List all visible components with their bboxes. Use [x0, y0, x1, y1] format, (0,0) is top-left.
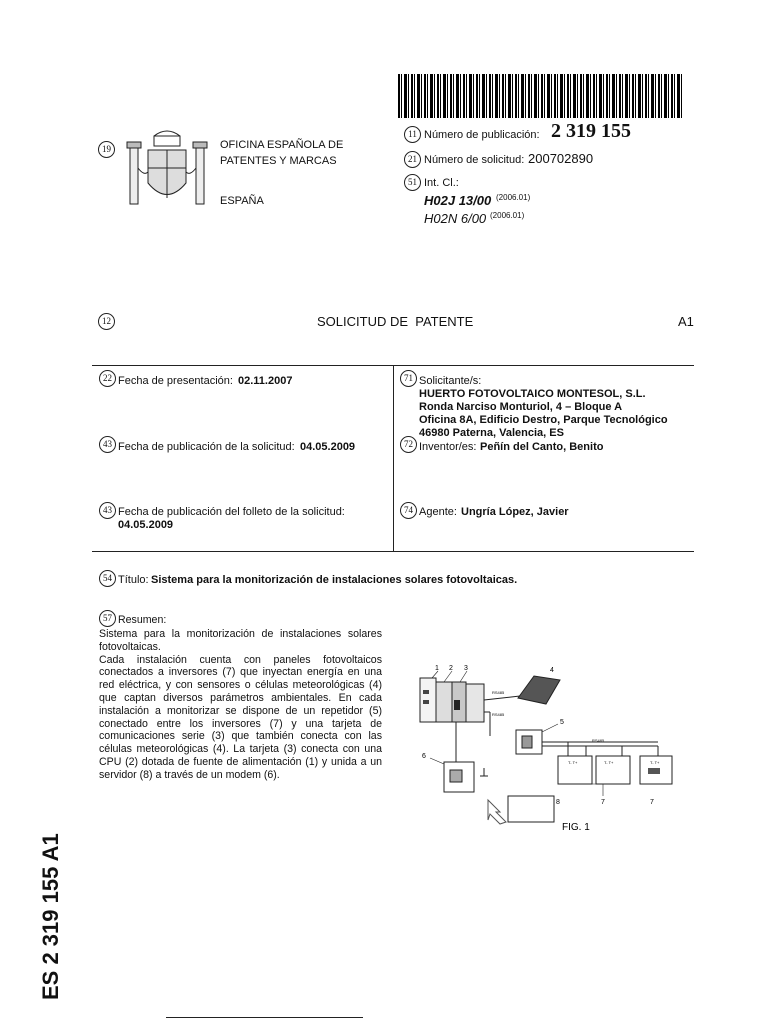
label-7a: 7 [601, 799, 605, 806]
footer-line [166, 1017, 363, 1018]
cl2-date: (2006.01) [490, 211, 525, 220]
agent-code: 74 [400, 502, 417, 519]
pubdate: 04.05.2009 [300, 441, 356, 453]
pub-label: Número de publicación: [424, 129, 540, 141]
meteo-sensor-panel [518, 676, 560, 704]
app-code: 21 [404, 151, 421, 168]
label-3: 3 [464, 665, 468, 672]
cpu-unit [436, 682, 452, 722]
app-number: 200702890 [528, 151, 594, 166]
pubdate-code: 43 [99, 436, 116, 453]
folleto-code: 43 [99, 502, 116, 519]
figure-caption: FIG. 1 [562, 822, 590, 833]
folleto-date: 04.05.2009 [118, 519, 174, 531]
table-divider [393, 365, 394, 551]
filing-code: 22 [99, 370, 116, 387]
pub-number: 2 319 155 [551, 120, 631, 142]
pub-code: 11 [404, 126, 421, 143]
applicant-line3: Oficina 8A, Edificio Destro, Parque Tecnológico [419, 414, 668, 426]
app-label: Número de solicitud: [424, 154, 525, 166]
applicant-line4: 46980 Paterna, Valencia, ES [419, 427, 564, 439]
inventor-label: Inventor/es: [419, 441, 477, 453]
rs485-label-3: RS485 [592, 738, 605, 743]
filing-date: 02.11.2007 [238, 375, 293, 387]
folleto-label: Fecha de publicación del folleto de la solicitud: [118, 506, 345, 518]
agent-name: Ungría López, Javier [461, 506, 569, 518]
abstract-paragraph-1: Sistema para la monitorización de instalaciones solares fotovoltaicas. [99, 628, 382, 653]
barcode [398, 74, 684, 118]
table-bottom-line [92, 551, 694, 552]
applicant-label: Solicitante/s: [419, 375, 482, 387]
inverter-1-terminals: T- T+ [568, 760, 578, 765]
office-name-line1: OFICINA ESPAÑOLA DE [220, 139, 344, 151]
doctype-title: SOLICITUD DE PATENTE [317, 314, 474, 329]
abstract-paragraph-2: Cada instalación cuenta con paneles fotovoltaicos conectados a inversores (7) que inyectan energía en una red eléctrica, y con sensores o células meteorológicas (4) que captan diversos parámetros ambientales. En cada instalación a monitorizar se dispone de un repetidor (5) conectado entre los inversores (7) y una tarjeta de comunicaciones serie (3) que también conecta con las células meteorológicas (4). La tarjeta (3) conecta con una CPU (2) dotada de fuente de alimentación (1) y unida a un servidor (8) a través de un modem (6). [99, 653, 382, 781]
inverter-3-terminals: T- T+ [650, 760, 660, 765]
cl1-date: (2006.01) [496, 193, 531, 202]
cl1: H02J 13/00 [424, 193, 492, 208]
cl2: H02N 6/00 [424, 211, 487, 226]
doctype-code: 12 [98, 313, 115, 330]
coat-of-arms-icon [124, 128, 210, 214]
applicant-line1: HUERTO FOTOVOLTAICO MONTESOL, S.L. [419, 388, 646, 400]
cl-code: 51 [404, 174, 421, 191]
doctype-kind: A1 [678, 314, 694, 329]
rs485-label-1: RS485 [492, 690, 505, 695]
server [508, 796, 554, 822]
title-label: Título: [118, 574, 149, 586]
rs485-label-2: RS485 [492, 712, 505, 717]
inverter-2-terminals: T- T+ [604, 760, 614, 765]
cl-label: Int. Cl.: [424, 177, 459, 189]
office-name-line2: PATENTES Y MARCAS [220, 155, 337, 167]
label-6: 6 [422, 753, 426, 760]
agent-label: Agente: [419, 506, 457, 518]
inventor-name: Peñín del Canto, Benito [480, 441, 604, 453]
label-8: 8 [556, 799, 560, 806]
abstract-text [99, 628, 382, 782]
office-code: 19 [98, 141, 115, 158]
inventor-code: 72 [400, 436, 417, 453]
title-code: 54 [99, 570, 116, 587]
abstract-code: 57 [99, 610, 116, 627]
label-1: 1 [435, 665, 439, 672]
abstract-label: Resumen: [118, 614, 167, 626]
figure-1 [408, 660, 680, 838]
applicant-code: 71 [400, 370, 417, 387]
side-publication-id: ES 2 319 155 A1 [38, 833, 63, 1000]
label-2: 2 [449, 665, 453, 672]
patent-title: Sistema para la monitorización de instalaciones solares fotovoltaicas. [151, 574, 518, 586]
pubdate-label: Fecha de publicación de la solicitud: [118, 441, 295, 453]
label-5: 5 [560, 719, 564, 726]
label-4: 4 [550, 667, 554, 674]
applicant-line2: Ronda Narciso Monturiol, 4 – Bloque A [419, 401, 623, 413]
label-7b: 7 [650, 799, 654, 806]
country: ESPAÑA [220, 195, 264, 207]
filing-label: Fecha de presentación: [118, 375, 233, 387]
arrow-icon [488, 800, 506, 824]
